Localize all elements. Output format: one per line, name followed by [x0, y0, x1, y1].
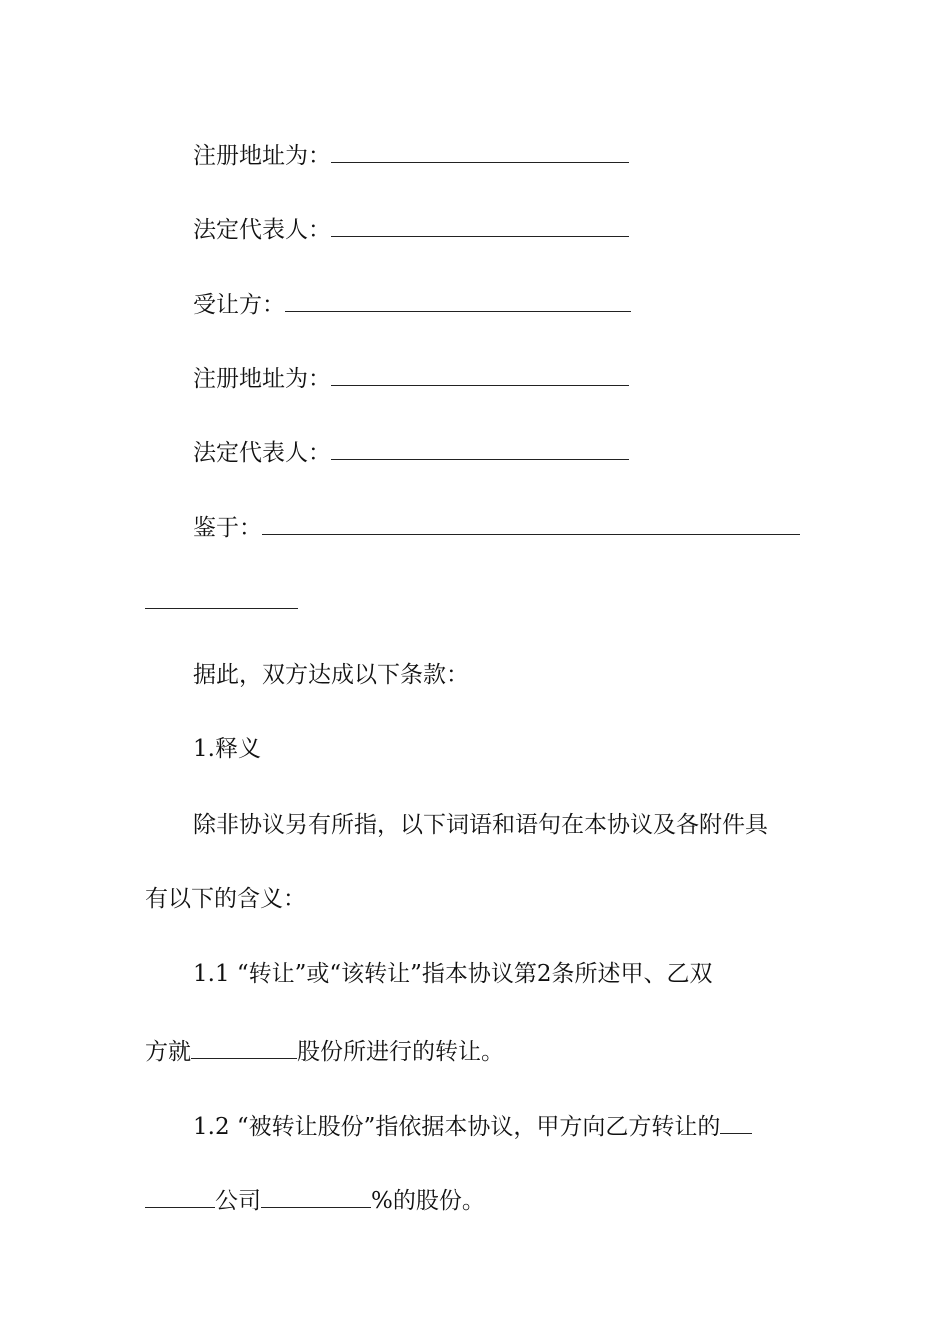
item-1-1-line-2: [145, 1034, 504, 1067]
transferee-line: [193, 287, 631, 320]
blank-field[interactable]: [331, 212, 629, 237]
blank-field[interactable]: [261, 1183, 371, 1208]
definitions-paragraph-line-1: [193, 810, 768, 840]
registered-address-line-1: [193, 138, 629, 171]
paragraph-text: 除非协议另有所指，以下词语和语句在本协议及各附件具: [193, 812, 768, 838]
intro-text: 据此，双方达成以下条款：: [193, 662, 469, 688]
item-text: %的股份。: [371, 1188, 485, 1214]
registered-address-line-2: [193, 361, 629, 394]
whereas-continuation: [145, 584, 298, 617]
blank-field[interactable]: [262, 510, 800, 535]
field-label: 法定代表人：: [193, 217, 331, 243]
section-title: 1.释义: [193, 736, 261, 762]
definitions-paragraph-line-2: [145, 884, 306, 914]
field-label: 受让方：: [193, 292, 285, 318]
blank-field[interactable]: [145, 1183, 215, 1208]
field-label: 鉴于：: [193, 515, 262, 541]
blank-field[interactable]: [331, 138, 629, 163]
blank-field[interactable]: [331, 435, 629, 460]
field-label: 法定代表人：: [193, 440, 331, 466]
item-text: 股份所进行的转让。: [297, 1039, 504, 1065]
item-1-2-line-1: [193, 1109, 752, 1142]
field-label: 注册地址为：: [193, 143, 331, 169]
blank-field[interactable]: [285, 287, 631, 312]
item-1-2-line-2: [145, 1183, 485, 1216]
item-text: 1.1 “转让”或“该转让”指本协议第2条所述甲、乙双: [193, 961, 713, 987]
item-text: 方就: [145, 1039, 191, 1065]
section-1-title: [193, 734, 261, 764]
item-text: 公司: [215, 1188, 261, 1214]
blank-field[interactable]: [145, 584, 298, 609]
blank-field[interactable]: [720, 1109, 752, 1134]
blank-field[interactable]: [331, 361, 629, 386]
legal-representative-line-2: [193, 435, 629, 468]
legal-representative-line-1: [193, 212, 629, 245]
blank-field[interactable]: [191, 1034, 297, 1059]
paragraph-text: 有以下的含义：: [145, 886, 306, 912]
agreement-intro: [193, 660, 469, 690]
field-label: 注册地址为：: [193, 366, 331, 392]
whereas-line: [193, 510, 800, 543]
item-text: 1.2 “被转让股份”指依据本协议，甲方向乙方转让的: [193, 1114, 721, 1140]
item-1-1-line-1: [193, 959, 713, 989]
